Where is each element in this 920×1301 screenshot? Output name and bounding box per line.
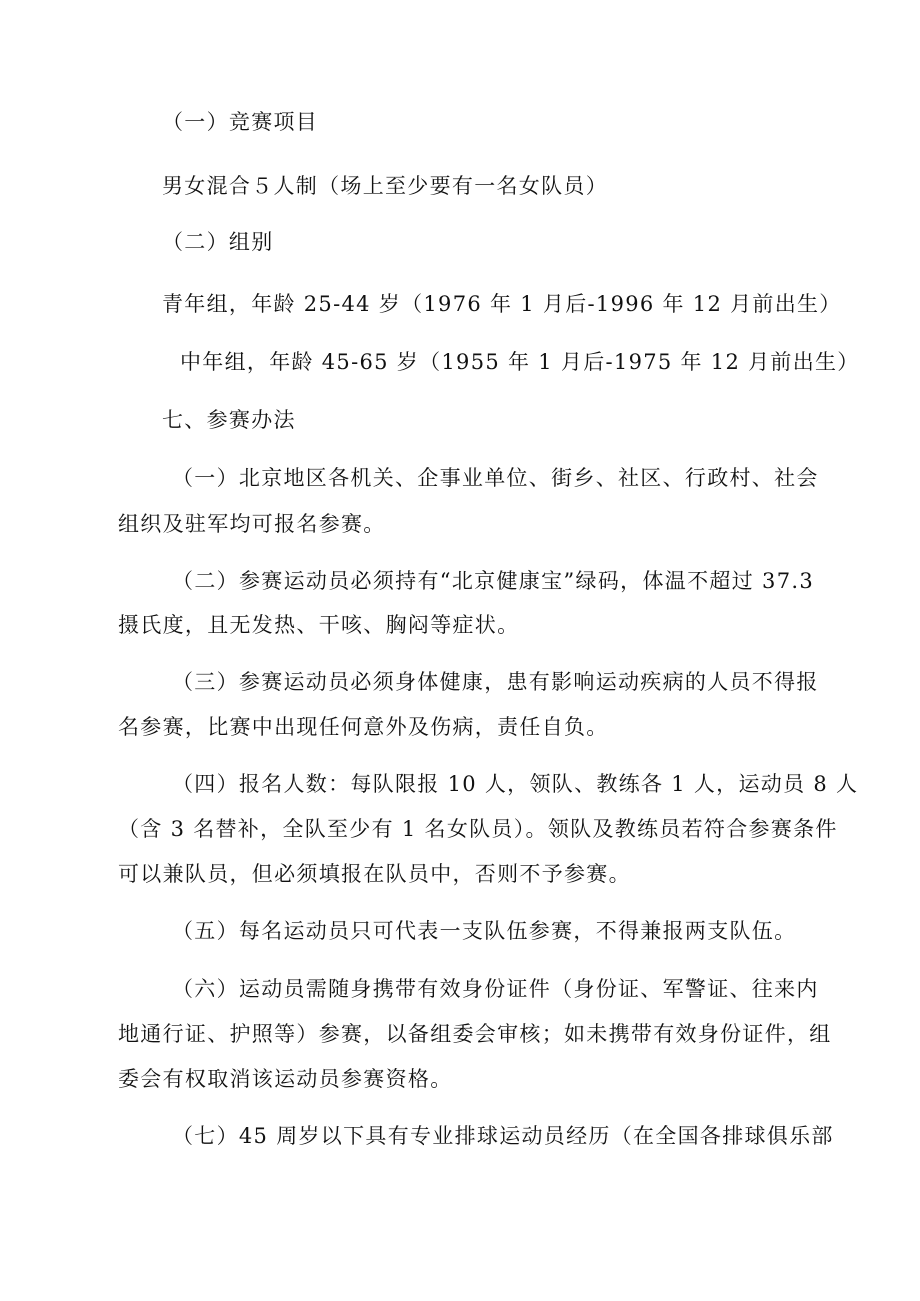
competition-items-text: 男女混合５人制（场上至少要有一名女队员） <box>162 174 608 198</box>
item1-line1: （一）北京地区各机关、企事业单位、街乡、社区、行政村、社会 <box>172 466 819 490</box>
group-youth-text: 青年组，年龄 25-44 岁（1976 年 1 月后-1996 年 12 月前出生） <box>162 292 842 316</box>
item5-line1: （五）每名运动员只可代表一支队伍参赛，不得兼报两支队伍。 <box>172 919 797 943</box>
item6-line1: （六）运动员需随身携带有效身份证件（身份证、军警证、往来内 <box>172 977 819 1001</box>
item2-line2: 摄氏度，且无发热、干咳、胸闷等症状。 <box>118 613 520 637</box>
heading-groups: （二）组别 <box>162 230 274 254</box>
heading-registration-method: 七、参赛办法 <box>162 408 296 432</box>
item3-line2: 名参赛，比赛中出现任何意外及伤病，责任自负。 <box>118 715 609 739</box>
item7-line1: （七）45 周岁以下具有专业排球运动员经历（在全国各排球俱乐部 <box>172 1124 834 1148</box>
item4-line3: 可以兼队员，但必须填报在队员中，否则不予参赛。 <box>118 862 631 886</box>
item2-line1: （二）参赛运动员必须持有“北京健康宝”绿码，体温不超过 37.3 <box>172 569 814 593</box>
item1-line2: 组织及驻军均可报名参赛。 <box>118 512 386 536</box>
item6-line2: 地通行证、护照等）参赛，以备组委会审核；如未携带有效身份证件，组 <box>118 1022 832 1046</box>
item6-line3: 委会有权取消该运动员参赛资格。 <box>118 1067 453 1091</box>
item4-line1: （四）报名人数：每队限报 10 人，领队、教练各 1 人，运动员 8 人 <box>172 772 859 796</box>
item4-line2: （含 3 名替补，全队至少有 1 名女队员）。领队及教练员若符合参赛条件 <box>118 817 838 841</box>
group-middle-text: 中年组，年龄 45-65 岁（1955 年 1 月后-1975 年 12 月前出生） <box>180 350 860 374</box>
item3-line1: （三）参赛运动员必须身体健康，患有影响运动疾病的人员不得报 <box>172 670 819 694</box>
heading-competition-items: （一）竞赛项目 <box>162 110 319 134</box>
